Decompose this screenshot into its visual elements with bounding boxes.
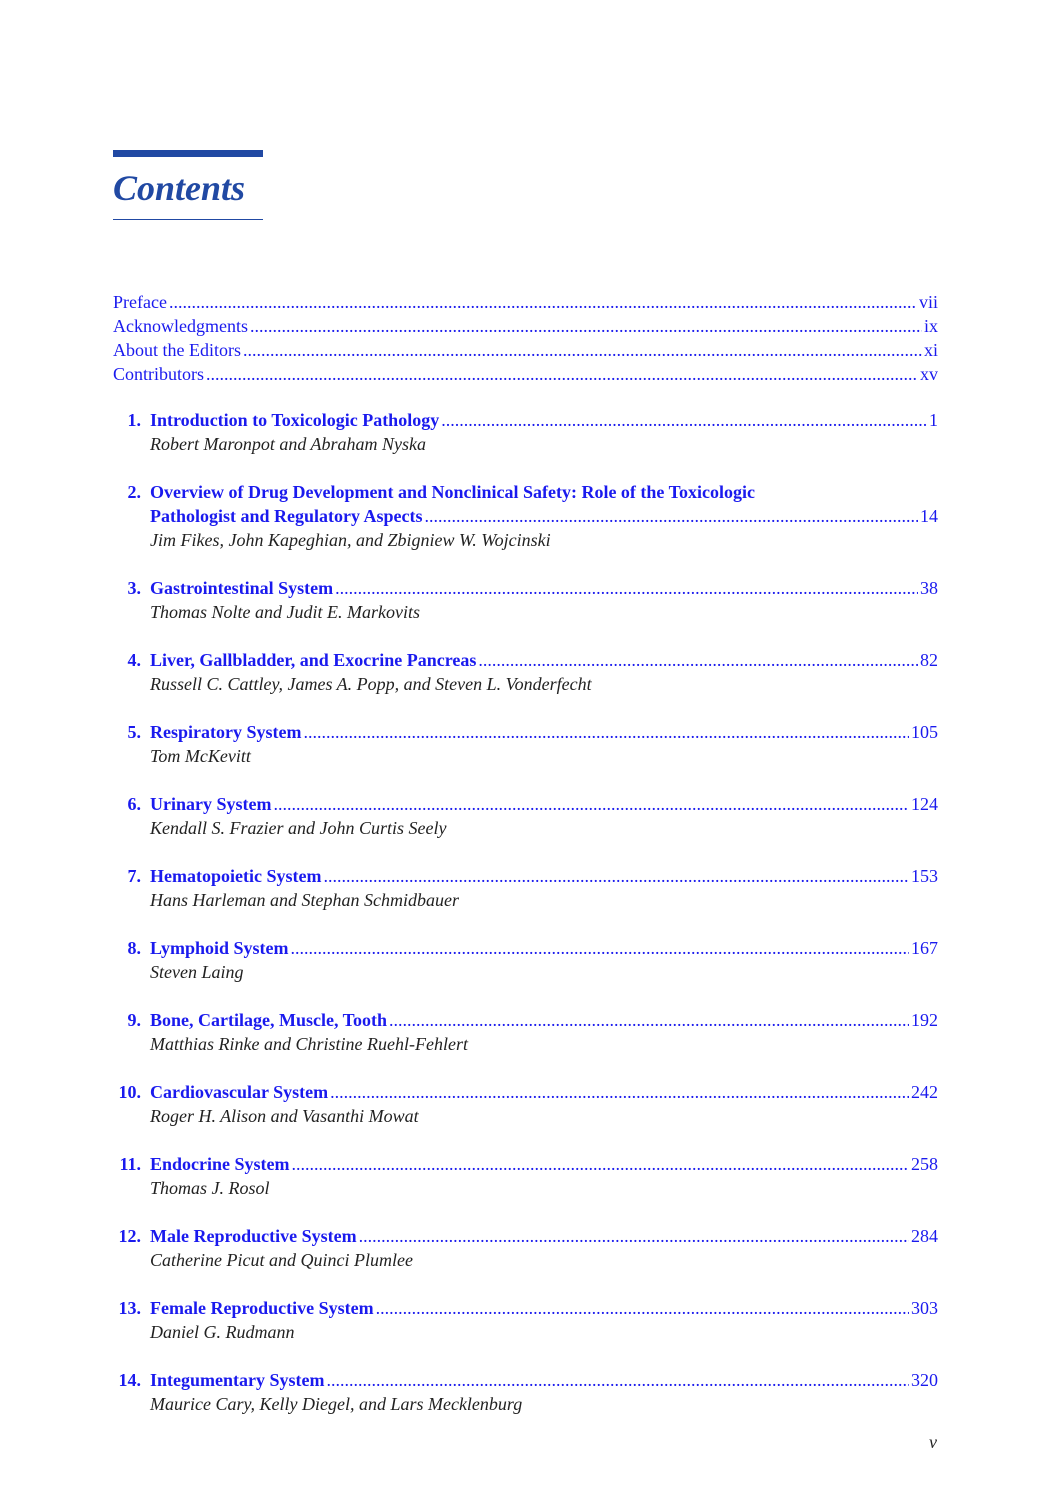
chapter-authors: Robert Maronpot and Abraham Nyska [150, 434, 426, 454]
chapter-authors: Kendall S. Frazier and John Curtis Seely [150, 818, 447, 838]
chapter-entry [113, 648, 938, 720]
toc-entry-contributors[interactable] [113, 362, 938, 386]
chapter-page: 153 [911, 866, 938, 886]
dot-leader [389, 1008, 909, 1032]
toc-entry-about-the-editors[interactable] [113, 338, 938, 362]
dot-leader [291, 936, 909, 960]
chapter-link[interactable] [150, 1008, 938, 1032]
chapter-number: 11. [119, 1154, 141, 1174]
chapter-authors: Jim Fikes, John Kapeghian, and Zbigniew W. Wojcinski [150, 530, 551, 550]
dot-leader [292, 1152, 910, 1176]
chapter-entry [113, 1080, 938, 1152]
dot-leader [326, 1368, 909, 1392]
dot-leader [250, 314, 922, 338]
chapter-authors: Maurice Cary, Kelly Diegel, and Lars Mecklenburg [150, 1394, 523, 1414]
chapter-authors: Tom McKevitt [150, 746, 251, 766]
chapter-number: 8. [127, 938, 141, 958]
chapter-page: 82 [920, 650, 938, 670]
front-matter-list [113, 290, 938, 386]
dot-leader [206, 362, 918, 386]
chapter-title: Integumentary System [150, 1370, 325, 1390]
chapter-entry [113, 864, 938, 936]
chapter-title: Hematopoietic System [150, 866, 322, 886]
chapter-page: 105 [911, 722, 938, 742]
chapter-number: 10. [118, 1082, 141, 1102]
chapter-authors: Russell C. Cattley, James A. Popp, and Steven L. Vonderfecht [150, 674, 592, 694]
chapter-title: Respiratory System [150, 722, 302, 742]
chapter-title: Liver, Gallbladder, and Exocrine Pancreas [150, 650, 477, 670]
contents-page [113, 0, 938, 1500]
dot-leader [243, 338, 922, 362]
chapter-title: Male Reproductive System [150, 1226, 357, 1246]
chapter-title: Lymphoid System [150, 938, 289, 958]
chapter-link[interactable] [150, 1296, 938, 1320]
chapter-authors: Hans Harleman and Stephan Schmidbauer [150, 890, 459, 910]
toc-entry-label: About the Editors [113, 340, 241, 360]
chapter-entry [113, 1008, 938, 1080]
chapter-entry [113, 576, 938, 648]
chapter-page: 167 [911, 938, 938, 958]
chapter-link[interactable] [150, 576, 938, 600]
chapter-number: 6. [127, 794, 141, 814]
chapter-link[interactable] [150, 864, 938, 888]
chapter-number: 12. [118, 1226, 141, 1246]
chapter-link[interactable] [150, 1224, 938, 1248]
toc-entry-preface[interactable] [113, 290, 938, 314]
chapter-page: 242 [911, 1082, 938, 1102]
chapter-entry [113, 1152, 938, 1224]
chapter-entry [113, 480, 938, 576]
chapter-page: 192 [911, 1010, 938, 1030]
dot-leader [359, 1224, 909, 1248]
dot-leader [303, 720, 909, 744]
title-underline [113, 219, 263, 220]
chapter-entry [113, 1296, 938, 1368]
chapter-title-line1[interactable]: Overview of Drug Development and Nonclinical Safety: Role of the Toxicologic [150, 482, 755, 502]
page-number: v [929, 1432, 937, 1452]
toc-entry-label: Acknowledgments [113, 316, 248, 336]
chapter-link[interactable] [150, 1368, 938, 1392]
chapter-link[interactable] [150, 408, 938, 432]
chapter-entry [113, 1224, 938, 1296]
chapter-number: 4. [127, 650, 141, 670]
chapter-page: 1 [929, 410, 938, 430]
chapter-title: Gastrointestinal System [150, 578, 334, 598]
chapter-entry [113, 720, 938, 792]
chapter-link[interactable] [150, 1080, 938, 1104]
chapter-page: 320 [911, 1370, 938, 1390]
dot-leader [169, 290, 917, 314]
chapter-entry [113, 408, 938, 480]
chapter-entry [113, 792, 938, 864]
chapter-authors: Steven Laing [150, 962, 244, 982]
chapter-number: 1. [127, 410, 141, 430]
toc-entry-label: Preface [113, 292, 167, 312]
chapter-number: 13. [118, 1298, 141, 1318]
toc-entry-acknowledgments[interactable] [113, 314, 938, 338]
toc-entry-page: ix [923, 316, 938, 336]
chapter-page: 303 [911, 1298, 938, 1318]
chapter-title: Bone, Cartilage, Muscle, Tooth [150, 1010, 387, 1030]
chapter-entry [113, 1368, 938, 1440]
chapter-entry [113, 936, 938, 1008]
chapter-link[interactable] [150, 504, 938, 528]
chapter-title: Introduction to Toxicologic Pathology [150, 410, 440, 430]
dot-leader [330, 1080, 909, 1104]
chapter-authors: Roger H. Alison and Vasanthi Mowat [150, 1106, 419, 1126]
dot-leader [376, 1296, 909, 1320]
chapter-number: 9. [127, 1010, 141, 1030]
chapter-page: 14 [920, 506, 938, 526]
chapter-page: 284 [911, 1226, 938, 1246]
chapter-link[interactable] [150, 720, 938, 744]
chapter-page: 38 [920, 578, 938, 598]
chapter-number: 2. [127, 482, 141, 502]
chapter-title: Urinary System [150, 794, 272, 814]
toc-entry-label: Contributors [113, 364, 205, 384]
chapter-link[interactable] [150, 936, 938, 960]
toc-entry-page: xi [923, 340, 938, 360]
chapter-authors: Daniel G. Rudmann [150, 1322, 295, 1342]
dot-leader [335, 576, 918, 600]
chapter-link[interactable] [150, 648, 938, 672]
dot-leader [273, 792, 909, 816]
chapter-title: Female Reproductive System [150, 1298, 374, 1318]
dot-leader [323, 864, 909, 888]
chapter-authors: Thomas Nolte and Judit E. Markovits [150, 602, 420, 622]
chapter-list [113, 408, 938, 1440]
chapter-number: 3. [127, 578, 141, 598]
chapter-link[interactable] [150, 1152, 938, 1176]
dot-leader [425, 504, 918, 528]
dot-leader [478, 648, 918, 672]
chapter-link[interactable] [150, 792, 938, 816]
chapter-page: 258 [911, 1154, 938, 1174]
title-accent-bar [113, 150, 263, 157]
chapter-title: Cardiovascular System [150, 1082, 329, 1102]
chapter-number: 5. [127, 722, 141, 742]
dot-leader [441, 408, 927, 432]
page-title: Contents [113, 168, 246, 208]
chapter-authors: Catherine Picut and Quinci Plumlee [150, 1250, 413, 1270]
chapter-authors: Thomas J. Rosol [150, 1178, 270, 1198]
chapter-page: 124 [911, 794, 938, 814]
chapter-title: Endocrine System [150, 1154, 290, 1174]
chapter-number: 14. [118, 1370, 141, 1390]
toc-entry-page: xv [920, 364, 938, 384]
chapter-number: 7. [127, 866, 141, 886]
chapter-authors: Matthias Rinke and Christine Ruehl-Fehlert [150, 1034, 468, 1054]
chapter-title: Pathologist and Regulatory Aspects [150, 506, 423, 526]
toc-entry-page: vii [918, 292, 938, 312]
